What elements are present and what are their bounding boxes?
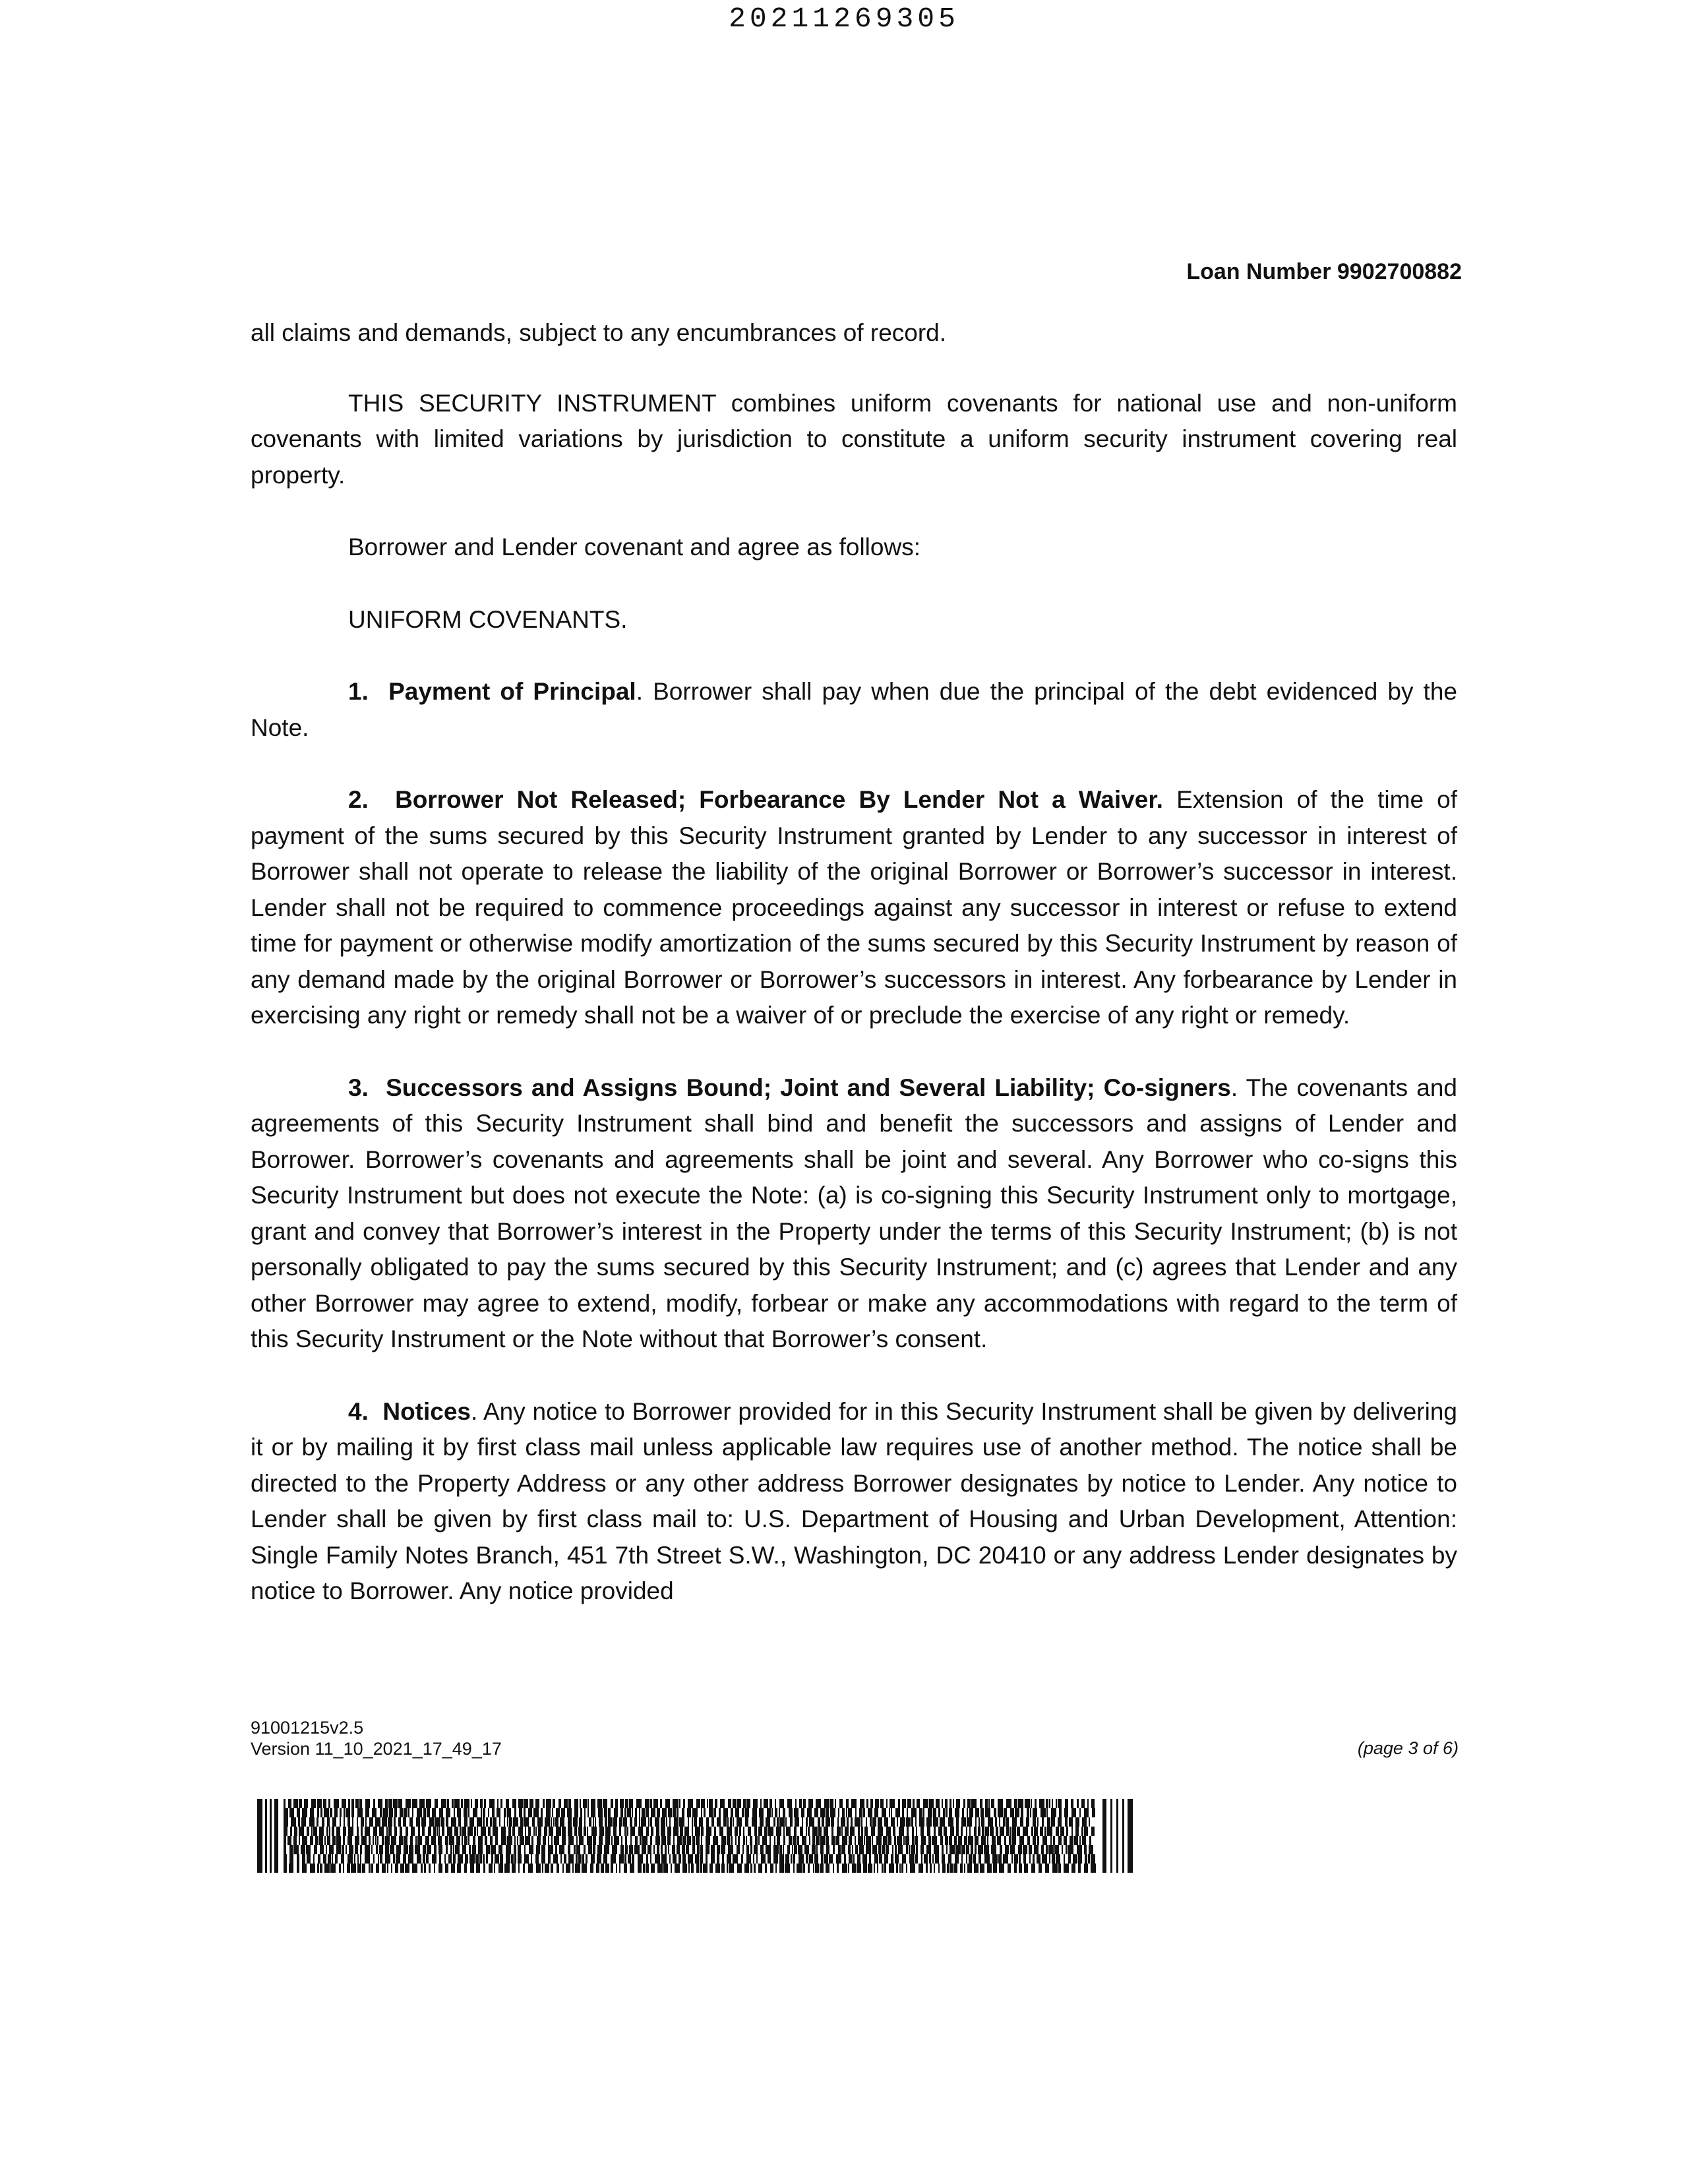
section-heading: Payment of Principal [388,678,636,705]
section-2 [251,782,1457,1034]
version-label: Version 11_10_2021_17_49_17 [251,1739,502,1759]
section-4 [251,1394,1457,1610]
pdf417-barcode [257,1799,1133,1873]
section-1 [251,674,1457,746]
section-heading: Notices [382,1397,471,1425]
section-text: . Any notice to Borrower provided for in this Security Instrument shall be given by delivering it or by mailing it by first class mail unless applicable law requires use of another method. The notice shall be directed to the Property Address or any other address Borrower designates by notice to Lender. Any notice to Lender shall be given by first class mail to: U.S. Department of Housing and Urban Development, Attention: Single Family Notes Branch, 451 7th Street S.W., Washington, DC 20410 or any address Lender designates by notice to Borrower. Any notice provided [251,1397,1457,1604]
section-number: 3. [348,1074,369,1101]
covenant-agree-paragraph: Borrower and Lender covenant and agree as follows: [348,533,920,561]
loan-number: Loan Number 9902700882 [1186,259,1462,284]
section-number: 4. [348,1397,369,1425]
section-text: Extension of the time of payment of the sums secured by this Security Instrument granted by Lender to any successor in interest of Borrower shall not operate to release the liability of the original Borrower or Borrower’s successor in interest. Lender shall not be required to commence proceedings against any successor in interest or refuse to extend time for payment or otherwise modify amortization of the sums secured by this Security Instrument by reason of any demand made by the original Borrower or Borrower’s successors in interest. Any forbearance by Lender in exercising any right or remedy shall not be a waiver of or preclude the exercise of any right or remedy. [251,786,1458,1029]
section-text: . Borrower shall pay when due the principal of the debt evidenced by the Note. [251,678,1457,741]
section-text: . The covenants and agreements of this Security Instrument shall bind and benefit the successors and assigns of Lender and Borrower. Borrower’s covenants and agreements shall be joint and several. Any Borrower who co-signs this Security Instrument but does not execute the Note: (a) is co-signing this Security Instrument only to mortgage, grant and convey that Borrower’s interest in the Property under the terms of this Security Instrument; (b) is not personally obligated to pay the sums secured by this Security Instrument; and (c) agrees that Lender and any other Borrower may agree to extend, modify, forbear or make any accommodations with regard to the term of this Security Instrument or the Note without that Borrower’s consent. [251,1074,1458,1352]
uniform-covenants-heading: UNIFORM COVENANTS. [348,605,628,633]
page-indicator: (page 3 of 6) [1357,1738,1459,1758]
form-footer [251,1717,502,1759]
recording-number-stamp: 20211269305 [729,3,959,35]
section-number: 2. [348,786,369,813]
form-code: 91001215v2.5 [251,1718,364,1738]
intro-paragraph: all claims and demands, subject to any encumbrances of record. [251,319,947,346]
section-heading: Borrower Not Released; Forbearance By Lender Not a Waiver. [395,786,1163,813]
security-instrument-paragraph: THIS SECURITY INSTRUMENT combines uniform covenants for national use and non-uniform covenants with limited variations by jurisdiction to constitute a uniform security instrument covering real property. [251,389,1457,489]
document-body [251,315,1457,1646]
section-heading: Successors and Assigns Bound; Joint and Several Liability; Co-signers [386,1074,1231,1101]
section-3 [251,1070,1457,1358]
section-number: 1. [348,678,369,705]
